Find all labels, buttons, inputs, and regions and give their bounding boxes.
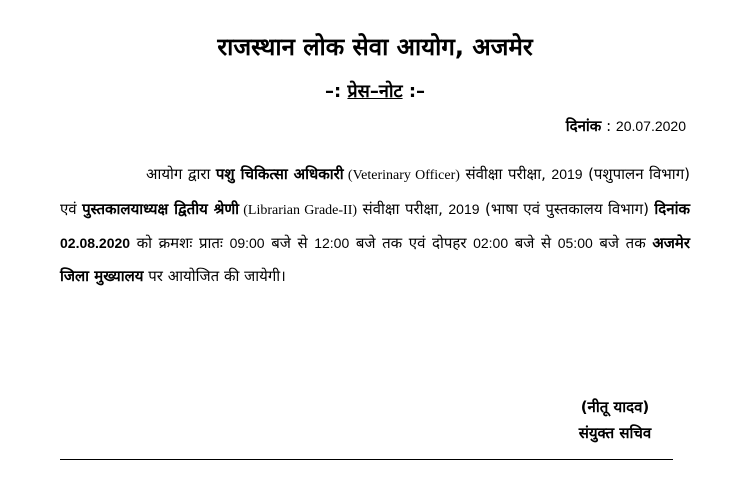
afternoon-start-time: 02:00 <box>473 235 509 251</box>
notice-paragraph <box>60 158 690 292</box>
subtitle-suffix: :– <box>402 81 426 102</box>
afternoon-end-time: 05:00 <box>557 235 593 251</box>
body-text: बजे तक <box>592 234 653 252</box>
body-text: पर आयोजित की जायेगी। <box>143 266 286 285</box>
date-row <box>566 116 686 136</box>
exam-name-librarian: पुस्तकालयाध्यक्ष द्वितीय श्रेणी <box>82 199 240 218</box>
signature-block <box>560 394 670 446</box>
signatory-name: (नीतू यादव) <box>580 398 650 416</box>
bottom-divider <box>60 459 673 460</box>
body-text: (भाषा एवं पुस्तकालय विभाग) <box>479 199 655 218</box>
exam-year: 2019 <box>448 200 480 217</box>
body-text: संवीक्षा परीक्षा, <box>357 199 449 218</box>
subtitle-word: प्रेस–नोट <box>347 81 403 102</box>
date-value: 20.07.2020 <box>615 118 686 134</box>
morning-end-time: 12:00 <box>314 235 350 251</box>
exam-venue: अजमेर जिला मुख्यालय <box>60 234 691 285</box>
exam-date-label: दिनांक <box>654 199 691 218</box>
date-separator: : <box>601 117 616 135</box>
exam-name-veterinary-english: (Veterinary Officer) <box>343 168 460 183</box>
body-text: बजे से <box>508 234 558 252</box>
body-text: संवीक्षा परीक्षा, <box>459 165 552 183</box>
body-text: आयोग द्वारा <box>146 165 216 183</box>
notice-body <box>60 158 690 292</box>
body-text: को क्रमशः प्रातः <box>130 234 230 252</box>
exam-name-veterinary: पशु चिकित्सा अधिकारी <box>215 165 344 183</box>
morning-start-time: 09:00 <box>229 235 265 251</box>
page-subtitle <box>0 79 750 103</box>
subtitle-prefix: –: <box>324 81 348 102</box>
body-text: बजे से <box>264 234 315 252</box>
exam-year: 2019 <box>551 166 583 182</box>
page-title: राजस्थान लोक सेवा आयोग, अजमेर <box>217 33 533 61</box>
exam-date-value: 02.08.2020 <box>60 235 131 251</box>
exam-name-librarian-english: (Librarian Grade-II) <box>239 202 358 218</box>
date-label: दिनांक <box>565 117 602 135</box>
body-text: बजे तक एवं दोपहर <box>349 234 474 252</box>
body-text: (पशुपालन विभाग) एवं <box>60 165 690 218</box>
signatory-designation: संयुक्त सचिव <box>578 424 652 442</box>
